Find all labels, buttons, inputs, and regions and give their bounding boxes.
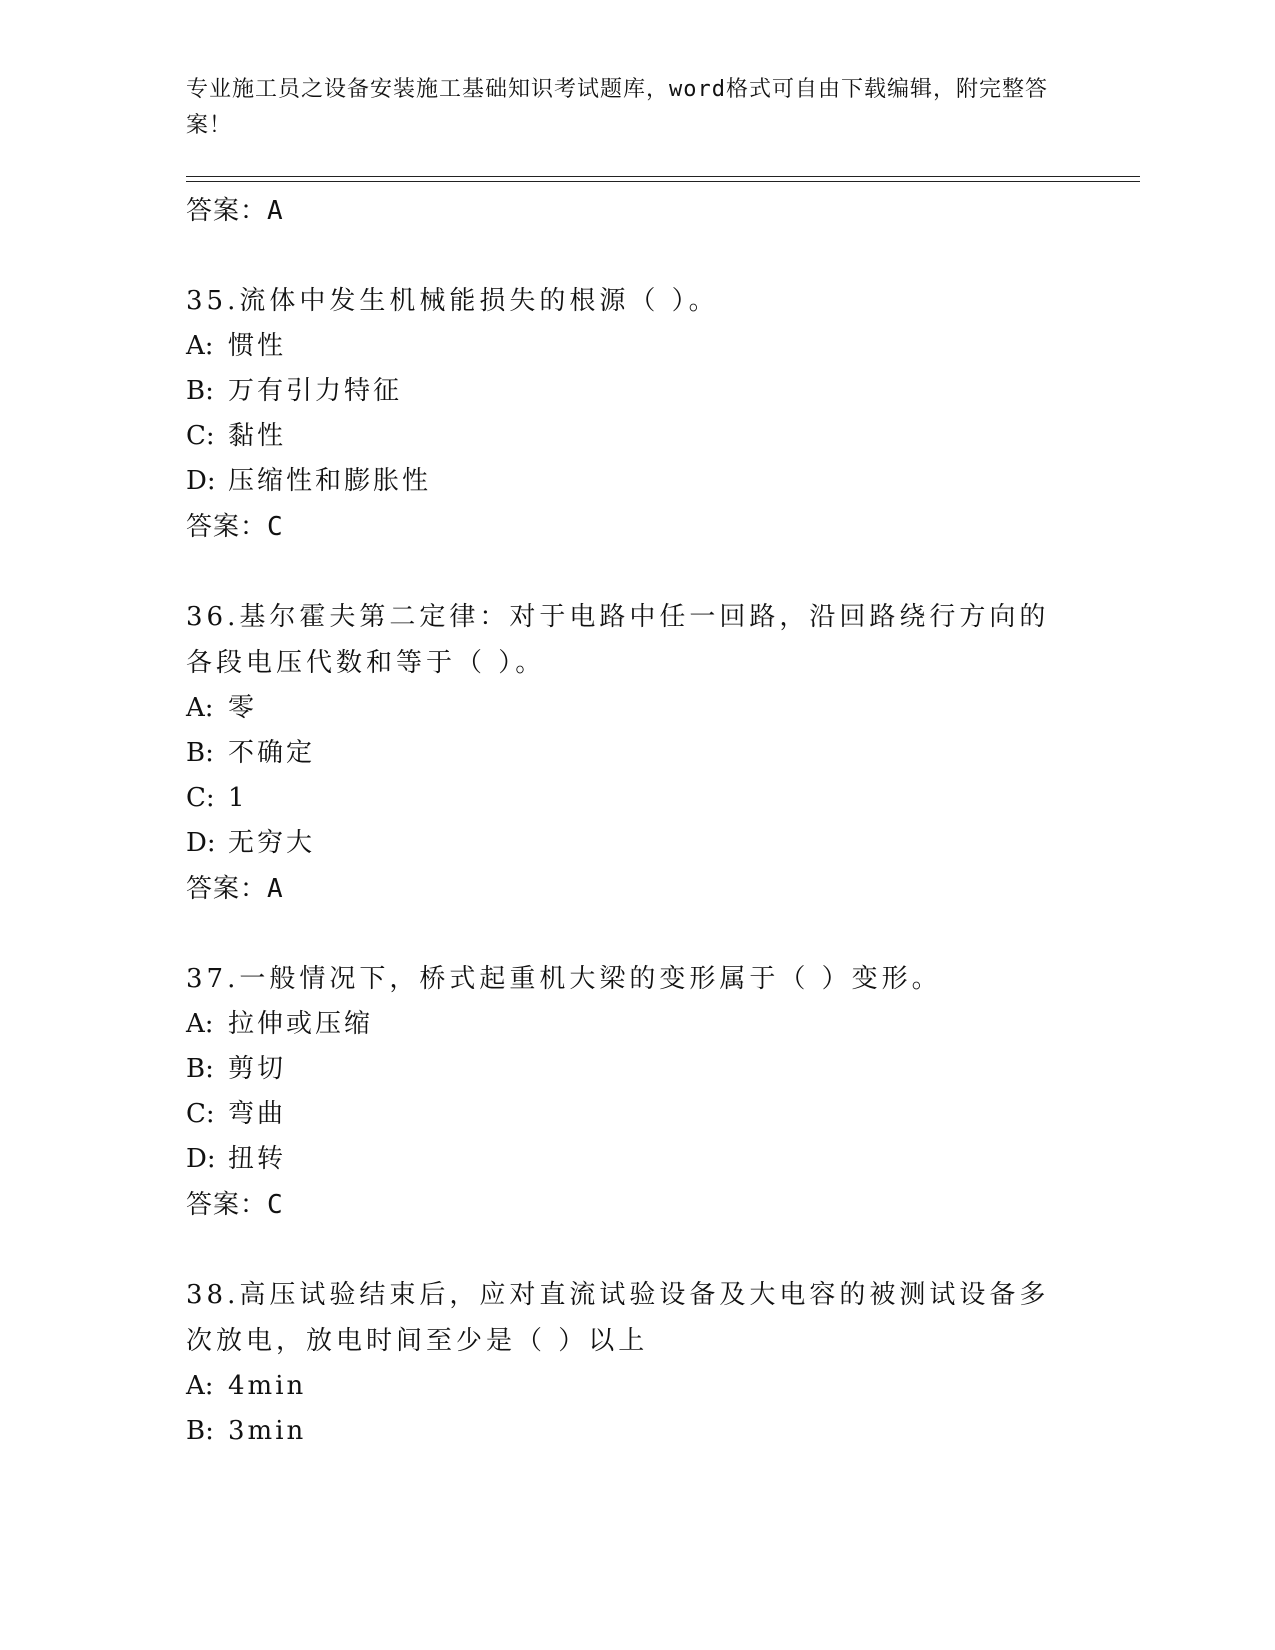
option-text: 弯曲 — [228, 1099, 287, 1129]
option-text: 无穷大 — [228, 828, 316, 858]
option-text: 剪切 — [228, 1054, 287, 1084]
option-letter: B: — [186, 1054, 214, 1084]
question-35: 35.流体中发生机械能损失的根源（ ）。 — [186, 286, 719, 316]
option-letter: B: — [186, 738, 214, 768]
option-letter: D: — [186, 828, 216, 858]
answer-line: 答案：A — [186, 874, 284, 904]
option-letter: D: — [186, 466, 216, 496]
option-letter: B: — [186, 1416, 214, 1446]
option-text: 不确定 — [228, 738, 316, 768]
document-header: 专业施工员之设备安装施工基础知识考试题库，word格式可自由下载编辑，附完整答案！ — [186, 77, 1048, 138]
option-d — [186, 1137, 1086, 1182]
option-text: 压缩性和膨胀性 — [228, 466, 432, 496]
option-letter: B: — [186, 376, 214, 406]
answer-line: 答案：C — [186, 1190, 284, 1220]
option-letter: D: — [186, 1144, 216, 1174]
option-letter: A: — [186, 1009, 214, 1039]
option-text: 3min — [228, 1416, 307, 1446]
option-text: 拉伸或压缩 — [228, 1009, 374, 1039]
option-a — [186, 1364, 1086, 1409]
option-c — [186, 414, 1086, 459]
header-divider-top — [186, 176, 1140, 177]
option-c — [186, 776, 1086, 821]
question-list — [186, 188, 1086, 1454]
option-c — [186, 1092, 1086, 1137]
option-text: 万有引力特征 — [228, 376, 403, 406]
option-letter: A: — [186, 1371, 214, 1401]
option-a — [186, 1002, 1086, 1047]
option-b — [186, 1409, 1086, 1454]
option-d — [186, 821, 1086, 866]
question-36: 36.基尔霍夫第二定律：对于电路中任一回路，沿回路绕行方向的各段电压代数和等于（ ）。 — [186, 602, 1050, 678]
option-text: 黏性 — [228, 421, 287, 451]
option-text: 惯性 — [228, 331, 287, 361]
option-letter: C: — [186, 783, 215, 813]
option-letter: C: — [186, 421, 215, 451]
header-divider-bottom — [186, 181, 1140, 182]
option-text: 扭转 — [228, 1144, 287, 1174]
option-d — [186, 459, 1086, 504]
option-b — [186, 731, 1086, 776]
option-text: 1 — [228, 783, 248, 813]
answer-line: 答案：C — [186, 512, 284, 542]
option-text: 零 — [228, 693, 258, 723]
option-a — [186, 686, 1086, 731]
option-letter: A: — [186, 693, 214, 723]
option-b — [186, 1047, 1086, 1092]
option-text: 4min — [228, 1371, 307, 1401]
option-a — [186, 324, 1086, 369]
question-38: 38.高压试验结束后，应对直流试验设备及大电容的被测试设备多次放电，放电时间至少是（ ）以上 — [186, 1280, 1050, 1356]
option-letter: A: — [186, 331, 214, 361]
question-37: 37.一般情况下，桥式起重机大梁的变形属于（ ）变形。 — [186, 964, 942, 994]
option-b — [186, 369, 1086, 414]
answer-line: 答案：A — [186, 196, 284, 226]
option-letter: C: — [186, 1099, 215, 1129]
